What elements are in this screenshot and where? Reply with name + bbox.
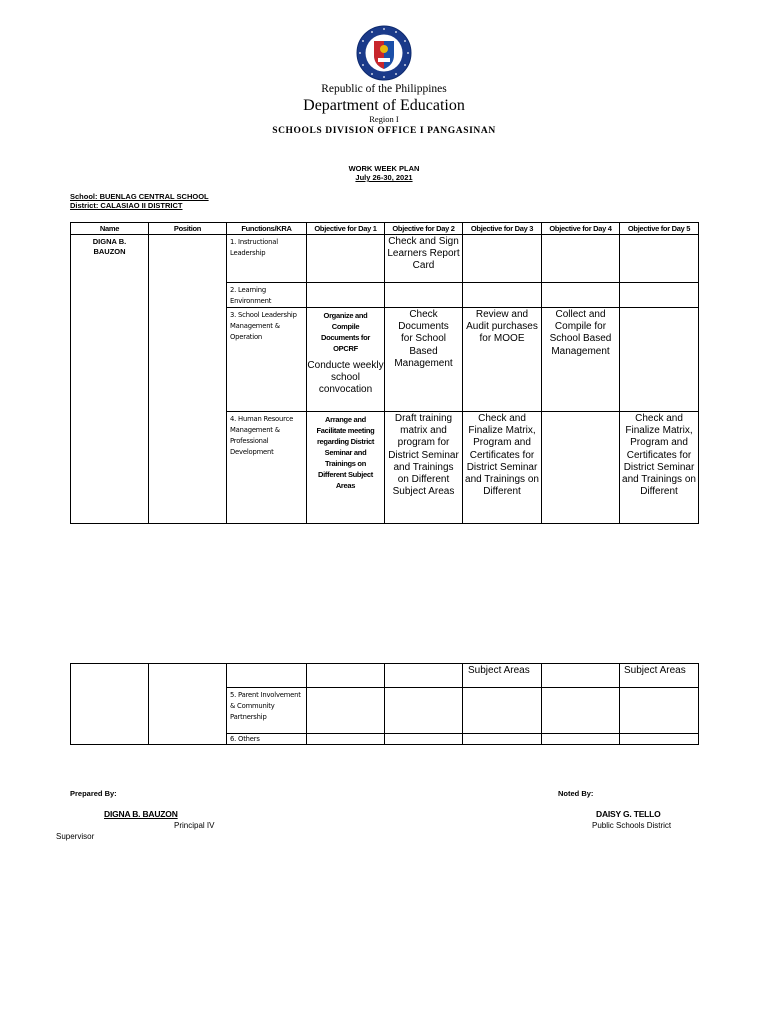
objective-cell [542, 308, 620, 412]
objective-text: Draft training matrix and program for District Seminar and Trainings on Different Subject Areas [388, 413, 459, 498]
kra-cell [227, 664, 307, 688]
objective-cell [542, 283, 620, 308]
objective-cell [620, 308, 699, 412]
objective-cell [307, 412, 385, 524]
objective-text: Collect and Compile for School Based Management [549, 309, 612, 357]
objective-cell [385, 734, 463, 745]
position-cell [149, 664, 227, 745]
work-week-plan-continued-table [70, 663, 699, 745]
work-week-plan-table [70, 222, 699, 524]
kra-cell: 2. Learning Environment [227, 283, 307, 308]
school-line: School: BUENLAG CENTRAL SCHOOL [70, 192, 209, 201]
division-heading: SCHOOLS DIVISION OFFICE I PANGASINAN [272, 126, 496, 136]
objective-cell [463, 235, 542, 283]
objective-cell [385, 283, 463, 308]
objective-cell [307, 235, 385, 283]
prepared-by-position: Principal IV [174, 821, 215, 830]
objective-text: Review and Audit purchases for MOOE [466, 309, 538, 345]
kra-cell: 5. Parent Involvement & Community Partnership [227, 688, 307, 734]
plan-title: WORK WEEK PLAN [348, 164, 420, 173]
objective-cell [542, 412, 620, 524]
objective-cell [463, 688, 542, 734]
position-cell [149, 235, 227, 524]
header-position: Position [149, 223, 227, 235]
objective-cell [307, 664, 385, 688]
objective-cell: Check and Sign Learners Report Card [385, 235, 463, 283]
header-day2: Objective for Day 2 [385, 223, 463, 235]
objective-text: Check and Finalize Matrix, Program and Certificates for District Seminar and Trainings on Different [622, 413, 696, 498]
objective-cell: Subject Areas [463, 664, 542, 688]
objective-cell [385, 308, 463, 412]
objective-text: Conducte weekly school convocation [307, 360, 384, 396]
prepared-by-label: Prepared By: [70, 789, 117, 798]
name-cell [71, 664, 149, 745]
district-line: District: CALASIAO II DISTRICT [70, 201, 183, 210]
objective-cell [385, 412, 463, 524]
objective-cell [463, 308, 542, 412]
table-header-row [71, 223, 699, 235]
header-day3: Objective for Day 3 [463, 223, 542, 235]
noted-by-name: DAISY G. TELLO [596, 809, 661, 819]
objective-cell [307, 308, 385, 412]
supervisor-label: Supervisor [56, 832, 95, 841]
department-heading: Department of Education [303, 97, 465, 114]
header-day1: Objective for Day 1 [307, 223, 385, 235]
deped-seal-logo [356, 25, 412, 81]
objective-text: Organize and Compile Documents for OPCRF [320, 311, 371, 353]
header-day4: Objective for Day 4 [542, 223, 620, 235]
objective-cell [620, 734, 699, 745]
plan-date [0, 173, 768, 182]
kra-cell: 4. Human Resource Management & Professional Development [227, 412, 307, 524]
header-functions: Functions/KRA [227, 223, 307, 235]
kra-cell: 1. Instructional Leadership [227, 235, 307, 283]
kra-cell: 3. School Leadership Management & Operation [227, 308, 307, 412]
objective-cell [463, 734, 542, 745]
objective-cell [542, 688, 620, 734]
objective-cell [542, 235, 620, 283]
header-name: Name [71, 223, 149, 235]
table-row [71, 235, 699, 283]
objective-cell [620, 235, 699, 283]
objective-cell [542, 734, 620, 745]
objective-cell [620, 412, 699, 524]
objective-cell [307, 734, 385, 745]
objective-cell [385, 688, 463, 734]
header-day5: Objective for Day 5 [620, 223, 699, 235]
objective-cell [620, 283, 699, 308]
republic-heading: Republic of the Philippines [321, 83, 447, 95]
table-row [71, 664, 699, 688]
objective-cell [542, 664, 620, 688]
kra-cell: 6. Others [227, 734, 307, 745]
plan-date-text: July 26-30, 2021 [355, 173, 413, 182]
objective-cell [307, 283, 385, 308]
region-heading: Region I [369, 114, 399, 124]
objective-cell [463, 412, 542, 524]
objective-cell: Subject Areas [620, 664, 699, 688]
objective-cell [463, 283, 542, 308]
employee-name: DIGNA B. BAUZON [92, 237, 127, 256]
objective-cell [385, 664, 463, 688]
name-cell [71, 235, 149, 524]
objective-text: Check Documents for School Based Management [394, 309, 453, 369]
objective-cell [620, 688, 699, 734]
prepared-by-name: DIGNA B. BAUZON [104, 809, 178, 819]
objective-text: Check and Finalize Matrix, Program and Certificates for District Seminar and Trainings on Different [465, 413, 539, 498]
noted-by-label: Noted By: [558, 789, 594, 798]
noted-by-position: Public Schools District [592, 821, 672, 830]
objective-text: Arrange and Facilitate meeting regarding District Seminar and Trainings on Different Subject Areas [316, 415, 375, 490]
objective-cell [307, 688, 385, 734]
